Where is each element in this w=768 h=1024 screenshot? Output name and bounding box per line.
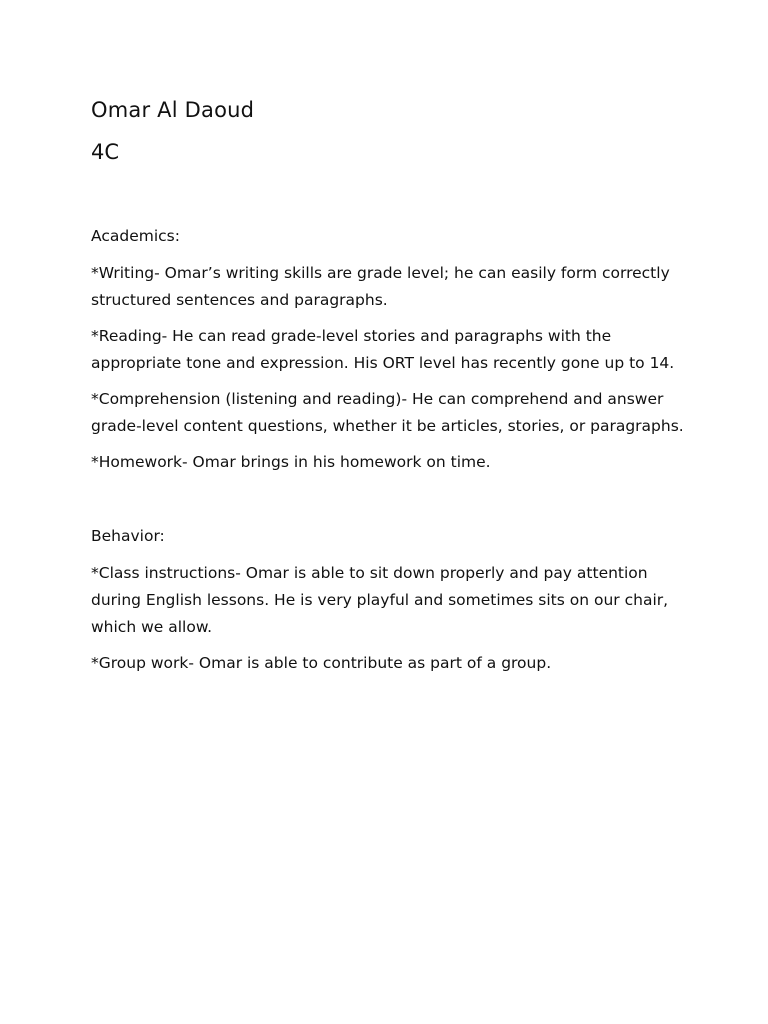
- academics-section: [91, 223, 691, 476]
- student-name: Omar Al Daoud: [91, 98, 255, 122]
- academics-writing-paragraph: *Writing- Omar’s writing skills are grade level; he can easily form correctly structured sentences and paragraphs.: [91, 264, 670, 309]
- academics-homework-paragraph: *Homework- Omar brings in his homework on time.: [91, 453, 491, 471]
- academics-reading-paragraph: *Reading- He can read grade-level stories and paragraphs with the appropriate tone and expression. His ORT level has recently gone up to 14.: [91, 327, 675, 372]
- report-content: [91, 96, 691, 686]
- behavior-class-instructions-paragraph: *Class instructions- Omar is able to sit down properly and pay attention during English lessons. He is very playful and sometimes sits on our chair, which we allow.: [91, 564, 669, 636]
- behavior-heading: Behavior:: [91, 527, 165, 545]
- academics-heading: Academics:: [91, 227, 180, 245]
- class-name: 4C: [91, 140, 120, 164]
- academics-comprehension-paragraph: *Comprehension (listening and reading)- He can comprehend and answer grade-level content questions, whether it be articles, stories, or paragraphs.: [91, 390, 684, 435]
- behavior-section: [91, 523, 691, 677]
- behavior-group-work-paragraph: *Group work- Omar is able to contribute as part of a group.: [91, 654, 552, 672]
